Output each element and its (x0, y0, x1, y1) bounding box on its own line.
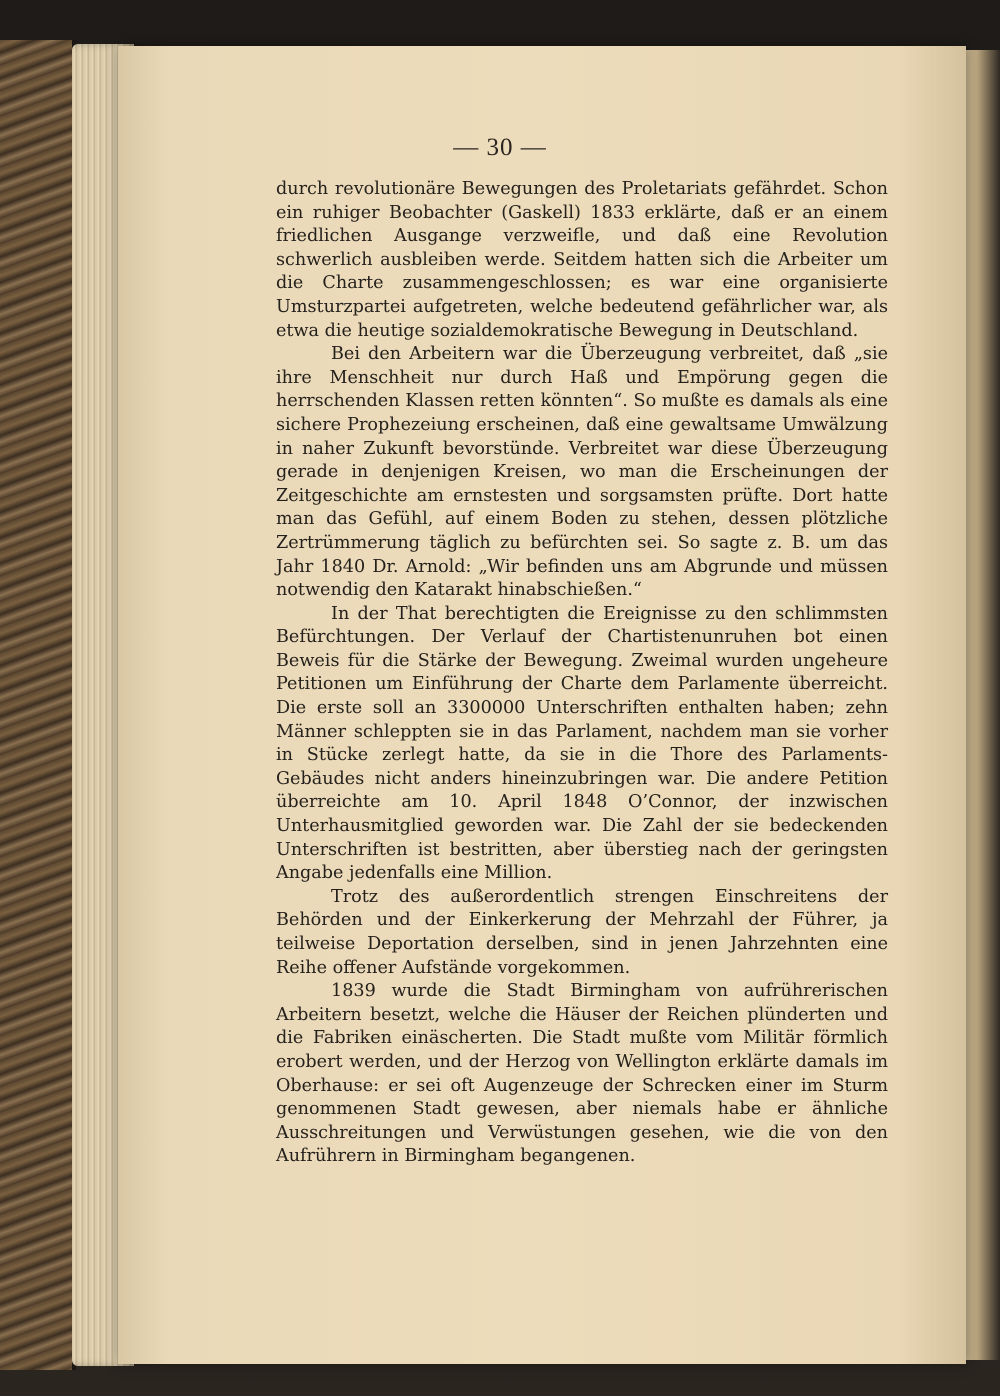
page-number: — 30 — (453, 134, 547, 161)
paragraph: In der That berechtigten die Ereignisse zu den schlimmsten Befürchtungen. Der Verlauf der Chartistenunruhen bot einen Beweis für die Stärke der Bewegung. Zweimal wurden ungeheure Petitionen um Einführung der Charte dem Parlamente überreicht. Die erste soll an 3300000 Unterschriften enthalten haben; zehn Männer schleppten sie in das Parlament, nachdem man sie vorher in Stücke zerlegt hatte, da sie in die Thore des Parlaments-Gebäudes nicht anders hineinzubringen war. Die andere Petition überreichte am 10. April 1848 O’Connor, der inzwischen Unterhausmitglied geworden war. Die Zahl der sie bedeckenden Unterschriften ist bestritten, aber überstieg nach der geringsten Angabe jedenfalls eine Million. (276, 603, 888, 884)
paragraph: Bei den Arbeitern war die Überzeugung verbreitet, daß „sie ihre Menschheit nur durch Haß und Empörung gegen die herrschenden Klassen retten könnten“. So mußte es damals als eine sichere Prophezeiung erscheinen, daß eine gewaltsame Umwälzung in naher Zukunft bevorstünde. Verbreitet war diese Überzeugung gerade in denjenigen Kreisen, wo man die Erscheinungen der Zeitgeschichte am ernstesten und sorgsamsten prüfte. Dort hatte man das Gefühl, auf einem Boden zu stehen, dessen plötzliche Zertrümmerung täglich zu befürchten sei. So sagte z. B. um das Jahr 1840 Dr. Arnold: „Wir befinden uns am Abgrunde und müssen notwendig den Katarakt hinabschießen.“ (276, 344, 888, 601)
paragraph: 1839 wurde die Stadt Birmingham von aufrührerischen Arbeitern besetzt, welche die Häuser der Reichen plünderten und die Fabriken einäscherten. Die Stadt mußte vom Militär förmlich erobert werden, und der Herzog von Wellington erklärte damals im Oberhause: er sei oft Augenzeuge der Schrecken einer im Sturm genommenen Stadt gewesen, aber niemals habe er ähnliche Ausschreitungen und Verwüstungen gesehen, wie die von den Aufrührern in Birmingham begangenen. (276, 981, 888, 1167)
paragraph: durch revolutionäre Bewegungen des Proletariats gefährdet. Schon ein ruhiger Beobachter (Gaskell) 1833 erklärte, daß er an einem friedlichen Ausgange verzweifle, und daß eine Revolution schwerlich ausbleiben werde. Seitdem hatten sich die Arbeiter um die Charte zusammengeschlossen; es war eine organisierte Umsturzpartei aufgetreten, welche bedeutend gefährlicher war, als etwa die heutige sozialdemokratische Bewegung in Deutschland. (276, 179, 888, 341)
paragraph: Trotz des außerordentlich strengen Einschreitens der Behörden und der Einkerkerung der Mehrzahl der Führer, ja teilweise Deportation derselben, sind in jenen Jahrzehnten eine Reihe offener Aufstände vorgekommen. (276, 886, 888, 978)
book-cover-edge (0, 40, 76, 1370)
body-text (276, 178, 888, 1169)
facing-page-edge (962, 50, 1000, 1360)
